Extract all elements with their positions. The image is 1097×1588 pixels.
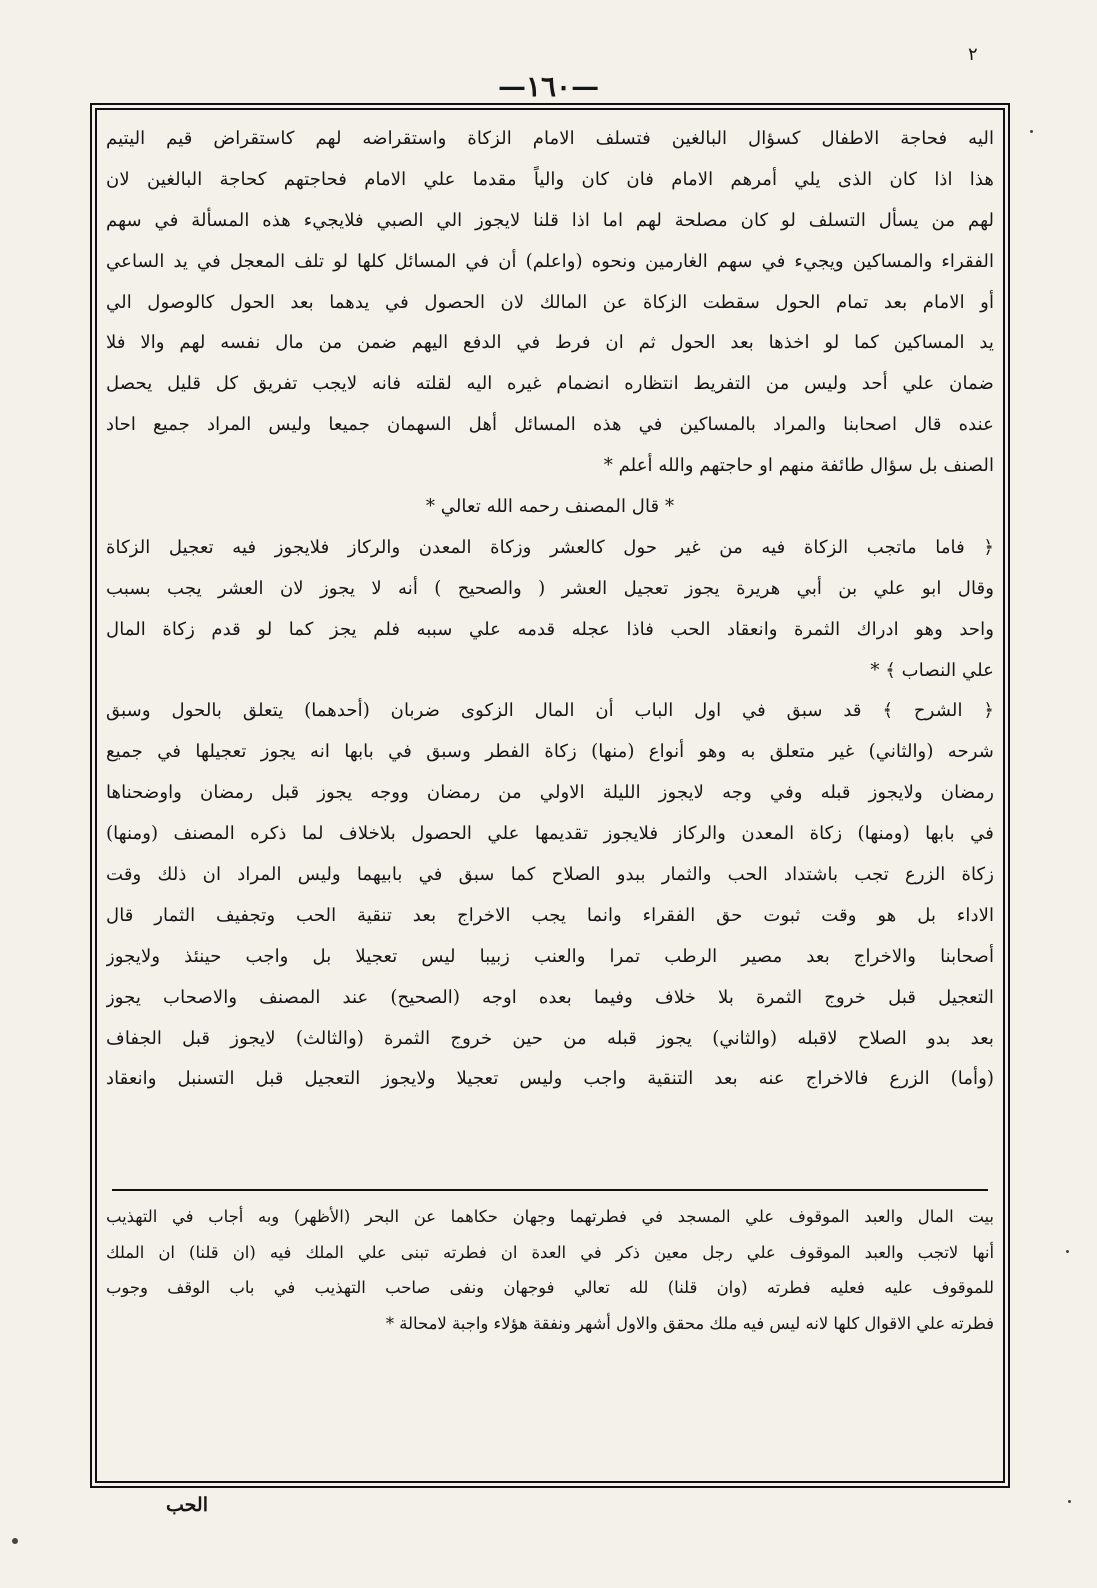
text-line: زكاة الزرع تجب باشتداد الحب والثمار ببدو الصلاح كما سبق في بابيهما وليس المراد ان ذلك وقت	[106, 864, 994, 886]
text-line: ﴿ الشرح ﴾ قد سبق في اول الباب أن المال الزكوى ضربان (أحدهما) يتعلق بالحول وسبق	[106, 700, 994, 722]
text-line: بعد بدو الصلاح لاقبله (والثاني) يجوز قبله من حين خروج الثمرة (والثالث) لايجوز قبل الجفاف	[106, 1027, 994, 1049]
text-line: * قال المصنف رحمه الله تعالي *	[425, 496, 675, 518]
text-line: شرحه (والثاني) غير متعلق به وهو أنواع (منها) زكاة الفطر وسبق في بابها انه يجوز تعجيلها في جميع	[106, 741, 994, 763]
footnotes	[106, 1199, 994, 1379]
text-line: الاداء بل هو وقت ثبوت حق الفقراء وانما يجب الاخراج بعد تنقية الحب وتجفيف الثمار قال	[106, 904, 994, 926]
text-line: رمضان ولايجوز قبله وفي وجه لايجوز الليلة الاولي من رمضان ووجه يجوز قبل رمضان واوضحناها	[106, 782, 994, 804]
text-line: وقال ابو علي بن أبي هريرة يجوز تعجيل العشر ( والصحيح ) أنه لا يجوز لان العشر يجب بسبب	[106, 577, 994, 599]
page-frame	[90, 103, 1010, 1488]
text-line: واحد وهو ادراك الثمرة وانعقاد الحب فاذا عجله قدمه علي سببه فلم يجز كما لو قدم زكاة المال	[106, 618, 994, 640]
text-area	[106, 119, 994, 1468]
footnote-line: أنها لاتجب والعبد الموقوف علي رجل معين ذكر في العدة ان فطرته تبنى علي الملك فيه (ان قلنا) ان الملك	[106, 1242, 994, 1262]
text-line: ﴿ فاما ماتجب الزكاة فيه من غير حول كالعشر وزكاة المعدن والركاز فلايجوز فيه تعجيل الزكاة	[106, 536, 994, 558]
text-line: في بابها (ومنها) زكاة المعدن والركاز فلايجوز تقديمها علي الحصول بلاخلاف لما ذكره المصنف (ومنها)	[106, 823, 994, 845]
corner-mark: ٢	[968, 44, 978, 65]
catchword: الحب	[166, 1494, 208, 1516]
text-line: اليه فحاجة الاطفال كسؤال البالغين فتسلف الامام الزكاة واستقراضه لهم كاستقراض قيم اليتيم	[106, 128, 994, 149]
footnote-separator	[112, 1189, 988, 1191]
text-line: علي النصاب ﴾ *	[870, 659, 994, 681]
text-line: أصحابنا والاخراج بعد مصير الرطب تمرا والعنب زبيبا ليس تعجيلا بل واجب حينئذ ولايجوز	[106, 945, 994, 967]
paper-speck	[1030, 130, 1033, 133]
paper-speck	[12, 1538, 18, 1544]
text-line: ضمان علي أحد وليس من التفريط انتظاره انضمام غيره اليه لقلته فانه لايجب تفريق كل قليل يحصل	[106, 373, 994, 395]
main-text	[106, 119, 994, 1184]
text-line: يد المساكين كما لو اخذها بعد الحول ثم ان فرط في الدفع اليهم ضمن من مال نفسه لهم والا فلا	[106, 332, 994, 354]
text-line: الصنف بل سؤال طائفة منهم او حاجتهم والله أعلم *	[603, 455, 994, 477]
text-line: (وأما) الزرع فالاخراج عنه بعد التنقية واجب وليس تعجيلا ولايجوز التعجيل قبل التسنبل وانعقاد	[106, 1068, 994, 1090]
footnote-line: فطرته علي الاقوال كلها لانه ليس فيه ملك محقق والاول أشهر ونفقة هؤلاء واجبة لامحالة *	[385, 1313, 994, 1333]
text-line: التعجيل قبل خروج الثمرة بلا خلاف وفيما بعده اوجه (الصحيح) عند المصنف والاصحاب يجوز	[106, 986, 994, 1008]
page-number: —١٦٠—	[497, 70, 600, 103]
text-line: هذا اذا كان الذى يلي أمرهم الامام فان كان والياً مقدما علي الامام فحاجتهم كحاجة البالغين لان	[106, 168, 994, 190]
footnote-line: للموقوف عليه فعليه فطرته (وان قلنا) لله تعالي فوجهان ونفى صاحب التهذيب في باب الوقف وجوب	[106, 1278, 994, 1298]
text-line: لهم من يسأل التسلف لو كان مصلحة لهم اما اذا قلنا لايجوز الي الصبي فلايجيء هذه المسألة في سهم	[106, 209, 994, 231]
text-line: الفقراء والمساكين ويجيء في سهم الغارمين ونحوه (واعلم) أن في المسائل كلها لو تلف المعجل في يد الساعي	[106, 250, 994, 272]
paper-speck	[1066, 1250, 1069, 1253]
paper-speck	[1068, 1500, 1071, 1503]
text-line: أو الامام بعد تمام الحول سقطت الزكاة عن المالك لان الحصول في يدهما بعد الحول كالوصول الي	[106, 291, 994, 313]
text-line: عنده قال اصحابنا والمراد بالمساكين في هذه المسائل أهل السهمان جميعا وليس المراد جميع احاد	[106, 414, 994, 436]
footnote-line: بيت المال والعبد الموقوف علي المسجد في فطرتهما وجهان حكاهما عن البحر (الأظهر) وبه أجاب في التهذيب	[106, 1207, 994, 1226]
